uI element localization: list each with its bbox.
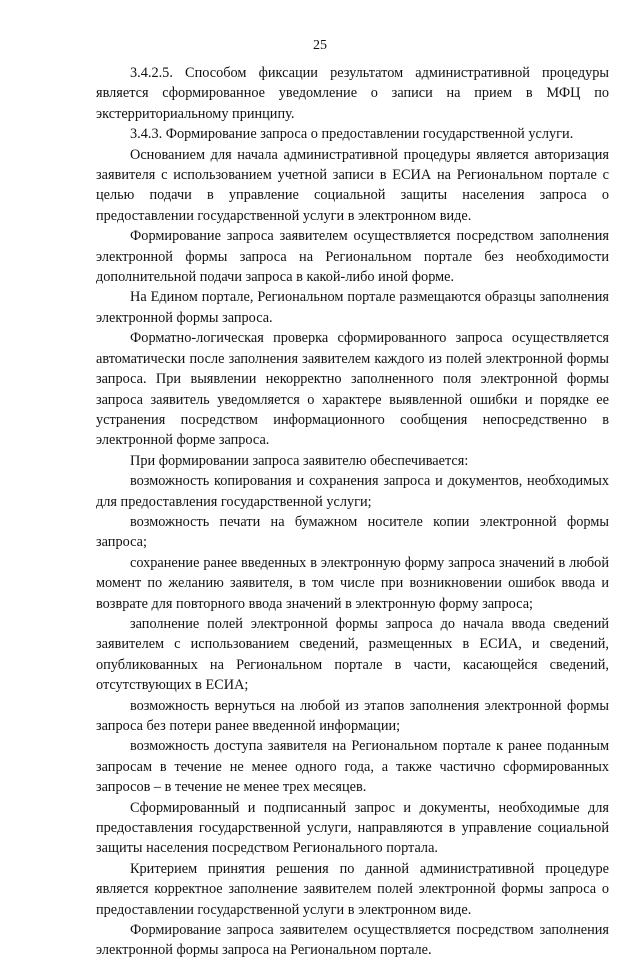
paragraph: Сформированный и подписанный запрос и документы, необходимые для предоставления государственной услуги, направляются в управление социальной защиты населения посредством Регионального портала. [96, 799, 609, 857]
list-item: сохранение ранее введенных в электронную форму запроса значений в любой момент по желанию заявителя, в том числе при возникновении ошибок ввода и возврате для повторного ввода значений в электронную форму запроса; [96, 554, 609, 612]
paragraph: Критерием принятия решения по данной административной процедуре является корректное заполнение заявителем полей электронной формы запроса о предоставлении государственной услуги в электронном виде. [96, 860, 609, 918]
list-item: возможность печати на бумажном носителе копии электронной формы запроса; [96, 513, 609, 551]
paragraph: Формирование запроса заявителем осуществляется посредством заполнения электронной формы запроса на Региональном портале без необходимости дополнительной подачи запроса в какой-либо иной форме. [96, 228, 609, 286]
paragraph: Формирование запроса заявителем осуществляется посредством заполнения электронной формы запроса на Региональном портале. [96, 922, 609, 959]
list-item: возможность вернуться на любой из этапов заполнения электронной формы запроса без потери ранее введенной информации; [96, 697, 609, 734]
list-item: заполнение полей электронной формы запроса до начала ввода сведений заявителем с использованием сведений, размещенных в ЕСИА, и сведений, опубликованных на Региональном портале в части, касающейся сведений, отсутствующих в ЕСИА; [96, 615, 609, 694]
paragraph: 3.4.3. Формирование запроса о предоставлении государственной услуги. [130, 126, 574, 143]
paragraph: 3.4.2.5. Способом фиксации результатом административной процедуры является сформированное уведомление о записи на прием в МФЦ по экстерриториальному принципу. [96, 65, 609, 122]
paragraph: При формировании запроса заявителю обеспечивается: [130, 452, 469, 469]
list-item: возможность доступа заявителя на Региональном портале к ранее поданным запросам в течение не менее одного года, а также частично сформированных запросов – в течение не менее трех месяцев. [96, 738, 609, 796]
document-body [96, 63, 609, 961]
paragraph: На Едином портале, Региональном портале размещаются образцы заполнения электронной формы запроса. [96, 289, 609, 326]
list-item: возможность копирования и сохранения запроса и документов, необходимых для предоставления государственной услуги; [96, 473, 609, 510]
paragraph: Форматно-логическая проверка сформированного запроса осуществляется автоматически после заполнения заявителем каждого из полей электронной формы запроса. При выявлении некорректно заполненного поля электронной формы запроса заявитель уведомляется о характере выявленной ошибки и порядке ее устранения посредством информационного сообщения непосредственно в электронной форме запроса. [96, 330, 609, 449]
page-number: 25 [313, 38, 327, 53]
paragraph: Основанием для начала административной процедуры является авторизация заявителя с использованием учетной записи в ЕСИА на Региональном портале с целью подачи в управление социальной защиты населения запроса о предоставлении государственной услуги в электронном виде. [96, 146, 609, 224]
